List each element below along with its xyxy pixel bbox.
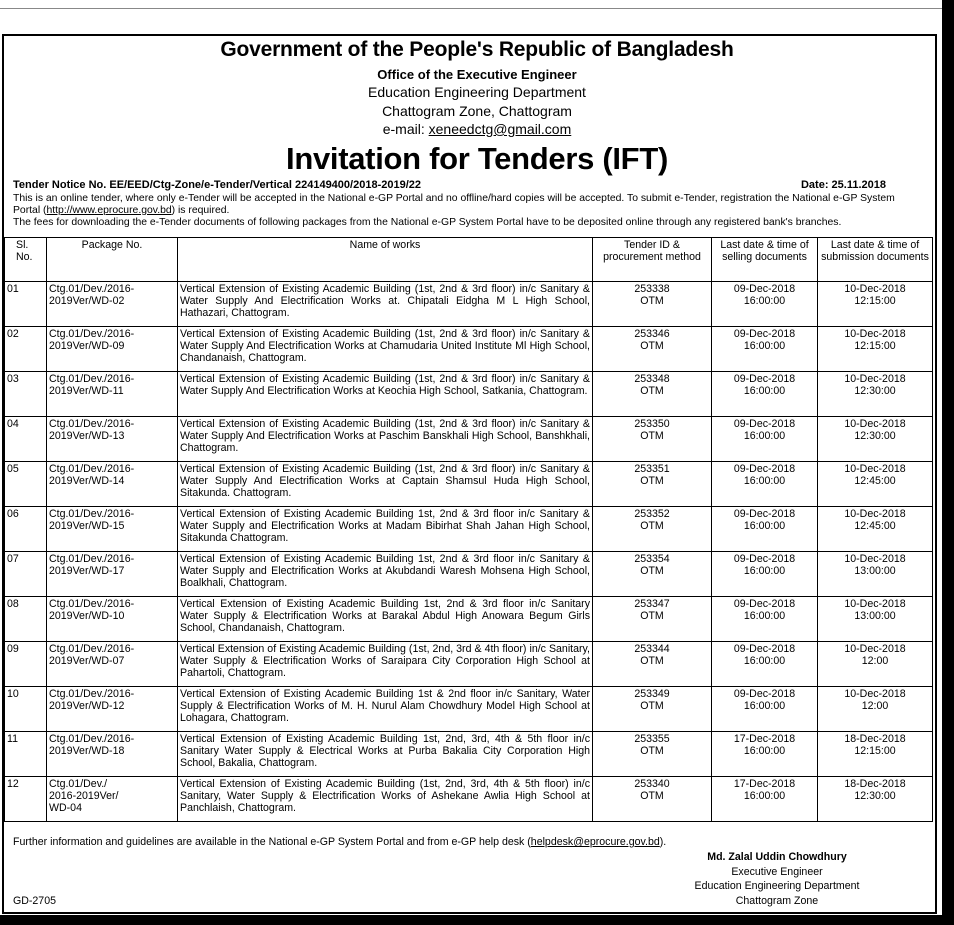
selling-date: 09-Dec-2018 [733,643,796,655]
cell-package [47,642,178,687]
cell-sl: 06 [5,507,47,552]
cell-tender-id [593,597,712,642]
package-line: 2019Ver/WD-07 [49,655,125,667]
tender-table [4,237,933,822]
cell-work: Vertical Extension of Existing Academic Building (1st, 2nd & 3rd floor) in/c Sanitary & Water Supply And Electrification Works at. Chipatali Eidgha M L High School, Hathazari, Chattogram. [178,282,593,327]
package-line: Ctg.01/Dev./2016- [49,373,135,385]
tender-id: 253349 [634,688,670,700]
procurement-method: OTM [640,295,664,307]
selling-date: 09-Dec-2018 [733,598,796,610]
tender-id: 253355 [634,733,670,745]
procurement-method: OTM [640,385,664,397]
fees-text: The fees for downloading the e-Tender documents of following packages from the National e-GP System Portal have to be deposited online through any registered bank's branches. [13,217,842,228]
package-line: 2019Ver/WD-12 [49,700,125,712]
procurement-method: OTM [640,790,664,802]
selling-date: 17-Dec-2018 [733,733,796,745]
selling-time: 16:00:00 [743,745,786,757]
cell-submission [818,642,933,687]
package-line: Ctg.01/Dev./2016- [49,553,135,565]
tender-rows [5,282,933,822]
table-row [5,372,933,417]
procurement-method: OTM [640,700,664,712]
cell-package [47,687,178,732]
intro-part-1: This is an online tender, where only e-Tender will be accepted in the National e-GP Portal and no offline/hard copies will be accepted. To submit e-Tender, registration the National e-GP System Portal ( [13,193,895,216]
package-line: 2019Ver/WD-18 [49,745,125,757]
procurement-method: OTM [640,565,664,577]
cell-package [47,282,178,327]
table-row [5,462,933,507]
procurement-method: OTM [640,745,664,757]
procurement-method: OTM [640,520,664,532]
package-line: Ctg.01/Dev./2016- [49,418,135,430]
cell-submission [818,417,933,462]
procurement-method: OTM [640,655,664,667]
cell-work: Vertical Extension of Existing Academic Building 1st, 2nd, 3rd, 4th & 5th floor in/c Sanitary Water Supply & Electrical Works at Purba Bakalia City Corporation High School, Bakalia, Chattogram. [178,732,593,777]
submission-time: 12:15:00 [854,340,896,352]
page-top-rule [0,8,944,9]
submission-date: 10-Dec-2018 [844,643,906,655]
package-line: 2019Ver/WD-14 [49,475,125,487]
col-header-selling: Last date & time of selling documents [712,238,818,282]
tender-id: 253338 [634,283,670,295]
cell-sl: 11 [5,732,47,777]
cell-package [47,732,178,777]
cell-package [47,417,178,462]
cell-sl: 08 [5,597,47,642]
selling-time: 16:00:00 [743,610,786,622]
cell-selling [712,732,818,777]
cell-tender-id [593,642,712,687]
cell-submission [818,777,933,822]
cell-work: Vertical Extension of Existing Academic Building (1st, 2nd, 3rd & 4th floor) in/c Sanitary, Water Supply & Electrification Works of Saraipara City Corporation High School at Pahartoli, Chattogram. [178,642,593,687]
cell-sl: 04 [5,417,47,462]
col-header-package: Package No. [47,238,178,282]
page-bottom-edge [0,915,954,925]
package-line: 2019Ver/WD-10 [49,610,125,622]
tender-id: 253348 [634,373,670,385]
further-part-1: Further information and guidelines are available in the National e-GP System Portal and from e-GP help desk ( [13,836,531,848]
submission-date: 10-Dec-2018 [844,418,906,430]
signatory-department: Education Engineering Department [694,880,860,892]
selling-time: 16:00:00 [743,565,786,577]
cell-package [47,552,178,597]
submission-date: 10-Dec-2018 [844,598,906,610]
procurement-method: OTM [640,610,664,622]
cell-selling [712,597,818,642]
submission-date: 10-Dec-2018 [844,688,906,700]
submission-time: 12:15:00 [854,295,896,307]
cell-submission [818,552,933,597]
selling-date: 09-Dec-2018 [733,283,796,295]
page-right-edge [942,0,954,925]
tender-id: 253352 [634,508,670,520]
submission-time: 12:45:00 [854,520,896,532]
package-line: Ctg.01/Dev./2016- [49,328,135,340]
cell-selling [712,327,818,372]
cell-work: Vertical Extension of Existing Academic Building (1st, 2nd & 3rd floor) in/c Sanitary & Water Supply And Electrification Works at Chamudaria United Institute Ml High School, Chandanaish, Chattogram. [178,327,593,372]
procurement-method: OTM [640,430,664,442]
selling-time: 16:00:00 [743,475,786,487]
cell-sl: 10 [5,687,47,732]
col-header-submission: Last date & time of submission documents [818,238,933,282]
submission-date: 10-Dec-2018 [844,328,906,340]
email-line [0,121,954,137]
cell-sl: 09 [5,642,47,687]
package-line: 2019Ver/WD-17 [49,565,125,577]
tender-notice-number: Tender Notice No. EE/EED/Ctg-Zone/e-Tender/Vertical 224149400/2018-2019/22 [13,179,421,191]
cell-sl: 01 [5,282,47,327]
cell-selling [712,462,818,507]
cell-work: Vertical Extension of Existing Academic Building (1st, 2nd & 3rd floor) in/c Sanitary & Water Supply And Electrification Works at Keochia High School, Satkania, Chattogram. [178,372,593,417]
package-line: Ctg.01/Dev./ [49,778,108,790]
notice-date: Date: 25.11.2018 [800,179,886,191]
cell-package [47,597,178,642]
package-line: 2019Ver/WD-02 [49,295,125,307]
procurement-method: OTM [640,340,664,352]
package-line: Ctg.01/Dev./2016- [49,643,135,655]
submission-time: 12:15:00 [854,745,896,757]
intro-text [13,193,913,229]
submission-date: 10-Dec-2018 [844,553,906,565]
cell-work: Vertical Extension of Existing Academic Building 1st, 2nd & 3rd floor in/c Sanitary Water Supply & Electrification Works at Barakal Abdul High Anowara Begum Girls School, Chandanaish, Chattogram. [178,597,593,642]
table-row [5,732,933,777]
cell-submission [818,327,933,372]
cell-submission [818,687,933,732]
tender-id: 253346 [634,328,670,340]
tender-id: 253354 [634,553,670,565]
selling-time: 16:00:00 [743,520,786,532]
cell-sl: 05 [5,462,47,507]
table-row [5,552,933,597]
submission-time: 13:00:00 [854,565,896,577]
selling-time: 16:00:00 [743,700,786,712]
cell-package [47,327,178,372]
cell-tender-id [593,507,712,552]
selling-time: 16:00:00 [743,385,786,397]
submission-time: 12:30:00 [854,385,896,397]
helpdesk-link[interactable]: helpdesk@eprocure.gov.bd [530,836,660,848]
cell-submission [818,732,933,777]
cell-sl: 02 [5,327,47,372]
cell-tender-id [593,462,712,507]
page-title: Invitation for Tenders (IFT) [286,141,668,176]
cell-work: Vertical Extension of Existing Academic Building 1st, 2nd & 3rd floor in/c Sanitary & Water Supply and Electrification Works at Akubdandi Waresh Mohsena High School, Boalkhali, Chattogram. [178,552,593,597]
cell-package [47,507,178,552]
selling-time: 16:00:00 [743,430,786,442]
table-row [5,597,933,642]
package-line: Ctg.01/Dev./2016- [49,598,135,610]
package-line: 2019Ver/WD-09 [49,340,125,352]
cell-tender-id [593,687,712,732]
table-row [5,282,933,327]
cell-submission [818,597,933,642]
col-header-sl: Sl. No. [5,238,47,282]
package-line: Ctg.01/Dev./2016- [49,688,135,700]
selling-time: 16:00:00 [743,790,786,802]
egp-portal-link[interactable]: http://www.eprocure.gov.bd [46,205,172,216]
cell-selling [712,777,818,822]
selling-date: 09-Dec-2018 [733,688,796,700]
selling-time: 16:00:00 [743,340,786,352]
table-row [5,327,933,372]
selling-time: 16:00:00 [743,655,786,667]
cell-sl: 03 [5,372,47,417]
tender-id: 253344 [634,643,670,655]
package-line: Ctg.01/Dev./2016- [49,733,135,745]
cell-package [47,462,178,507]
tender-id: 253340 [634,778,670,790]
col-header-tender-id: Tender ID & procurement method [593,238,712,282]
cell-sl: 12 [5,777,47,822]
selling-date: 09-Dec-2018 [733,328,796,340]
procurement-method: OTM [640,475,664,487]
package-line: WD-04 [49,802,82,814]
zone-name: Chattogram Zone, Chattogram [382,103,572,119]
table-row [5,417,933,462]
cell-selling [712,552,818,597]
submission-time: 12:30:00 [854,790,896,802]
submission-time: 12:00 [861,700,889,712]
cell-submission [818,507,933,552]
cell-tender-id [593,777,712,822]
department-name: Education Engineering Department [368,84,586,100]
signatory-name: Md. Zalal Uddin Chowdhury [707,851,847,863]
government-title: Government of the People's Republic of Bangladesh [220,38,734,61]
cell-work: Vertical Extension of Existing Academic Building 1st, 2nd & 3rd floor in/c Sanitary & Water Supply and Electrification Works at Madam Bibirhat Shah Jahan High School, Sitakunda Chattogram. [178,507,593,552]
cell-sl: 07 [5,552,47,597]
cell-selling [712,642,818,687]
submission-date: 18-Dec-2018 [844,733,906,745]
intro-part-2: ) is required. [171,205,230,216]
signatory-title: Executive Engineer [731,866,823,878]
selling-date: 09-Dec-2018 [733,373,796,385]
cell-submission [818,462,933,507]
submission-date: 10-Dec-2018 [844,508,906,520]
email-label: e-mail: [382,121,425,137]
email-link[interactable]: xeneedctg@gmail.com [428,121,572,137]
package-line: 2019Ver/WD-11 [49,385,124,397]
cell-package [47,777,178,822]
selling-time: 16:00:00 [743,295,786,307]
further-info [13,836,666,848]
further-part-2: ). [659,836,667,848]
office-title: Office of the Executive Engineer [377,67,577,82]
cell-work: Vertical Extension of Existing Academic Building (1st, 2nd, 3rd, 4th & 5th floor) in/c Sanitary, Water Supply & Electrification Works of Ashekane Awlia High School at Panchlaish, Chattogram. [178,777,593,822]
submission-time: 12:30:00 [854,430,896,442]
selling-date: 09-Dec-2018 [733,508,796,520]
cell-selling [712,507,818,552]
table-row [5,507,933,552]
document-code: GD-2705 [13,895,56,907]
table-row [5,642,933,687]
cell-tender-id [593,282,712,327]
cell-tender-id [593,732,712,777]
selling-date: 09-Dec-2018 [733,418,796,430]
table-header-row [5,238,933,282]
cell-tender-id [593,327,712,372]
submission-date: 18-Dec-2018 [844,778,906,790]
col-header-work: Name of works [178,238,593,282]
cell-submission [818,372,933,417]
cell-tender-id [593,552,712,597]
cell-tender-id [593,417,712,462]
tender-id: 253351 [634,463,670,475]
cell-selling [712,687,818,732]
submission-time: 12:00 [861,655,889,667]
signatory-zone: Chattogram Zone [735,895,819,907]
submission-date: 10-Dec-2018 [844,463,906,475]
submission-time: 12:45:00 [854,475,896,487]
cell-work: Vertical Extension of Existing Academic Building (1st, 2nd & 3rd floor) in/c Sanitary & Water Supply And Electrification Works at Paschim Banskhali High School, Banshkhali, Chattogram. [178,417,593,462]
cell-selling [712,417,818,462]
selling-date: 09-Dec-2018 [733,463,796,475]
cell-work: Vertical Extension of Existing Academic Building 1st & 2nd floor in/c Sanitary, Water Supply & Electrification Works of M. H. Nurul Alam Chowdhury Model High School at Lohagara, Chattogram. [178,687,593,732]
package-line: 2019Ver/WD-13 [49,430,125,442]
package-line: 2016-2019Ver/ [49,790,119,802]
cell-package [47,372,178,417]
selling-date: 17-Dec-2018 [733,778,796,790]
cell-tender-id [593,372,712,417]
package-line: Ctg.01/Dev./2016- [49,283,135,295]
selling-date: 09-Dec-2018 [733,553,796,565]
package-line: Ctg.01/Dev./2016- [49,508,135,520]
cell-submission [818,282,933,327]
cell-selling [712,282,818,327]
submission-time: 13:00:00 [854,610,896,622]
package-line: Ctg.01/Dev./2016- [49,463,135,475]
package-line: 2019Ver/WD-15 [49,520,125,532]
cell-selling [712,372,818,417]
table-row [5,687,933,732]
tender-id: 253347 [634,598,670,610]
submission-date: 10-Dec-2018 [844,283,906,295]
submission-date: 10-Dec-2018 [844,373,906,385]
cell-work: Vertical Extension of Existing Academic Building (1st, 2nd & 3rd floor) in/c Sanitary & Water Supply And Electrification Works at Captain Shamsul Huda High School, Sitakunda. Chattogram. [178,462,593,507]
table-row [5,777,933,822]
tender-id: 253350 [634,418,670,430]
